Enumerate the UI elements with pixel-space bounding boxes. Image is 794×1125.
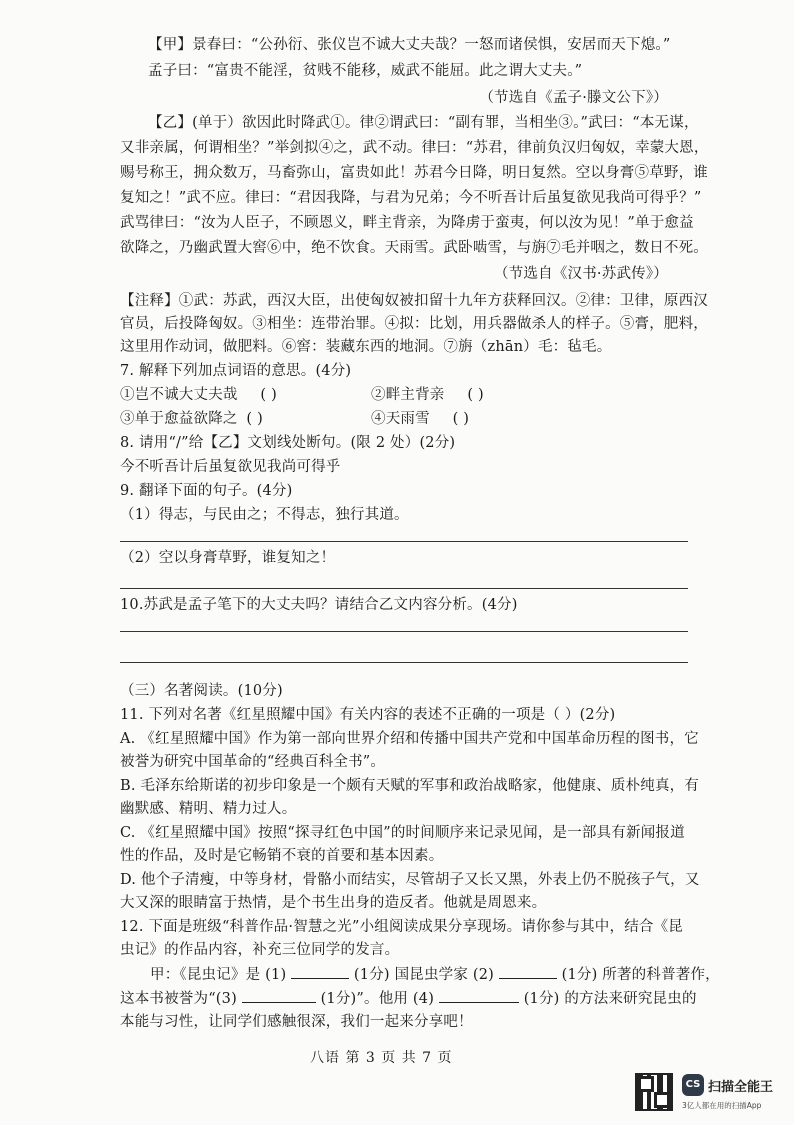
q12-para-line-3: 本能与习性，让同学们感触很深，我们一起来分享吧！: [120, 1014, 473, 1030]
camscanner-name: 扫描全能王: [708, 1080, 774, 1095]
jia-line-1: 【甲】景春曰：“公孙衍、张仪岂不诚大丈夫哉？一怒而诸侯惧，安居而天下熄。”: [148, 37, 671, 53]
yi-source: （节选自《汉书·苏武传》）: [494, 266, 668, 282]
yi-line-5: 武骂律曰：“汝为人臣子，不顾恩义，畔主背亲，为降虏于蛮夷，何以汝为见！”单于愈益: [120, 215, 694, 231]
q9-sentence-2: （2）空以身膏草野，谁复知之！: [120, 550, 336, 566]
q8-text: 今不听吾计后虽复欲见我尚可得乎: [120, 459, 341, 475]
q12-blank-4[interactable]: [439, 988, 519, 1003]
q11-option-c-2: 性的作品，及时是它畅销不衰的首要和基本因素。: [120, 848, 444, 864]
qr-code-icon: [635, 1073, 673, 1111]
q7-item-a: [120, 385, 277, 405]
q7-answer-c[interactable]: ( ): [246, 411, 263, 427]
jia-line-2: 孟子曰：“富贵不能淫，贫贱不能移，威武不能屈。此之谓大丈夫。”: [148, 63, 583, 79]
q9-answer-line-1[interactable]: [120, 541, 688, 542]
yi-line-4: 复知之！”武不应。律曰：“君因我降，与君为兄弟；今不听吾计后虽复欲见我尚可得乎？”: [120, 190, 702, 206]
q12-stem-2: 虫记》的作品内容，补充三位同学的发言。: [120, 942, 400, 958]
q12-para-line-2: [120, 988, 697, 1009]
q7-item-c: [120, 409, 263, 429]
q11-option-d-1: D. 他个子清瘦，中等身材，骨骼小而结实，尽管胡子又长又黑，外表上仍不脱孩子气，又: [120, 872, 700, 888]
q7-answer-b[interactable]: ( ): [467, 387, 484, 403]
q7-answer-a[interactable]: ( ): [260, 387, 277, 403]
q7-answer-d[interactable]: ( ): [452, 411, 470, 427]
page-footer: 八语 第 3 页 共 7 页: [310, 1050, 453, 1066]
q7-item-a-text: ①岂不诚大丈夫哉: [120, 387, 238, 403]
camscanner-logo-icon: CS: [682, 1074, 704, 1096]
q7-item-b-text: ②畔主背亲: [371, 387, 445, 403]
q7-stem: 7. 解释下列加点词语的意思。(4分): [120, 363, 352, 379]
q12-stem-1: 12. 下面是班级“科普作品·智慧之光”小组阅读成果分享现场。请你参与其中，结合《昆: [120, 919, 684, 935]
yi-line-3: 赐号称王，拥众数万，马畜弥山，富贵如此！苏君今日降，明日复然。空以身膏⑤草野，谁: [120, 165, 708, 181]
q12-p1c: (1分) 所著的科普著作，: [556, 967, 720, 983]
q7-item-d: [371, 409, 469, 429]
q7-item-c-text: ③单于愈益欲降之: [120, 411, 238, 427]
notes-line-3: 这里用作动词，做肥料。⑥窖：装藏东西的地洞。⑦旃（zhān）毛：毡毛。: [120, 339, 612, 355]
q9-answer-line-2[interactable]: [120, 588, 688, 589]
q9-sentence-1: （1）得志，与民由之；不得志，独行其道。: [120, 507, 409, 523]
q12-p2c: (1分) 的方法来研究昆虫的: [518, 991, 697, 1007]
q7-item-b: [371, 385, 484, 405]
q11-option-c-1: C. 《红星照耀中国》按照“探寻红色中国”的时间顺序来记录见闻，是一部具有新闻报道: [120, 825, 685, 841]
q11-stem: 11. 下列对名著《红星照耀中国》有关内容的表述不正确的一项是（ ）(2分): [120, 707, 616, 723]
q12-p1b: (1分) 国昆虫学家 (2): [349, 967, 499, 983]
q10-answer-line-2[interactable]: [120, 662, 688, 663]
yi-line-6: 欲降之，乃幽武置大窖⑥中，绝不饮食。天雨雪。武卧啮雪，与旃⑦毛并咽之，数日不死。: [120, 240, 708, 256]
q9-stem: 9. 翻译下面的句子。(4分): [120, 483, 293, 499]
q11-option-a-1: A. 《红星照耀中国》作为第一部向世界介绍和传播中国共产党和中国革命历程的图书，它: [120, 731, 699, 747]
notes-line-1: 【注释】①武：苏武，西汉大臣，出使匈奴被扣留十九年方获释回汉。②律：卫律，原西汉: [120, 293, 708, 309]
q11-option-b-1: B. 毛泽东给斯诺的初步印象是一个颇有天赋的军事和政治战略家，他健康、质朴纯真，有: [120, 778, 700, 794]
q8-stem: 8. 请用“/”给【乙】文划线处断句。(限 2 处）(2分): [120, 435, 456, 451]
q12-p2a: 这本书被誉为“(3): [120, 991, 242, 1007]
q11-option-b-2: 幽默感、精明、精力过人。: [120, 801, 297, 817]
notes-line-2: 官员，后投降匈奴。③相坐：连带治罪。④拟：比划，用兵器做杀人的样子。⑤膏，肥料，: [120, 316, 708, 332]
q7-item-d-text: ④天雨雪: [371, 411, 430, 427]
yi-line-1: 【乙】(单于）欲因此时降武①。律②谓武曰：“副有罪，当相坐③。”武曰：“本无谋，: [148, 115, 699, 131]
jia-source: （节选自《孟子·滕文公下》）: [479, 90, 668, 106]
section-3-title: （三）名著阅读。(10分): [120, 683, 283, 699]
q12-blank-2[interactable]: [499, 964, 557, 979]
q12-blank-1[interactable]: [291, 964, 349, 979]
q10-stem: 10.苏武是孟子笔下的大丈夫吗？请结合乙文内容分析。(4分): [120, 597, 518, 613]
q10-answer-line-1[interactable]: [120, 631, 688, 632]
q12-p2b: (1分)”。他用 (4): [315, 991, 439, 1007]
q12-p1a: 甲：《昆虫记》是 (1): [150, 967, 292, 983]
q11-option-d-2: 大又深的眼睛富于热情，是个书生出身的造反者。他就是周恩来。: [120, 895, 547, 911]
q12-para-line-1: [150, 964, 720, 985]
q11-option-a-2: 被誉为研究中国革命的“经典百科全书”。: [120, 754, 386, 770]
camscanner-tagline: 3亿人都在用的扫描App: [682, 1101, 762, 1110]
yi-line-2: 又非亲属，何谓相坐？”举剑拟④之，武不动。律曰：“苏君，律前负汉归匈奴，幸蒙大恩，: [120, 140, 709, 156]
q12-blank-3[interactable]: [242, 988, 316, 1003]
